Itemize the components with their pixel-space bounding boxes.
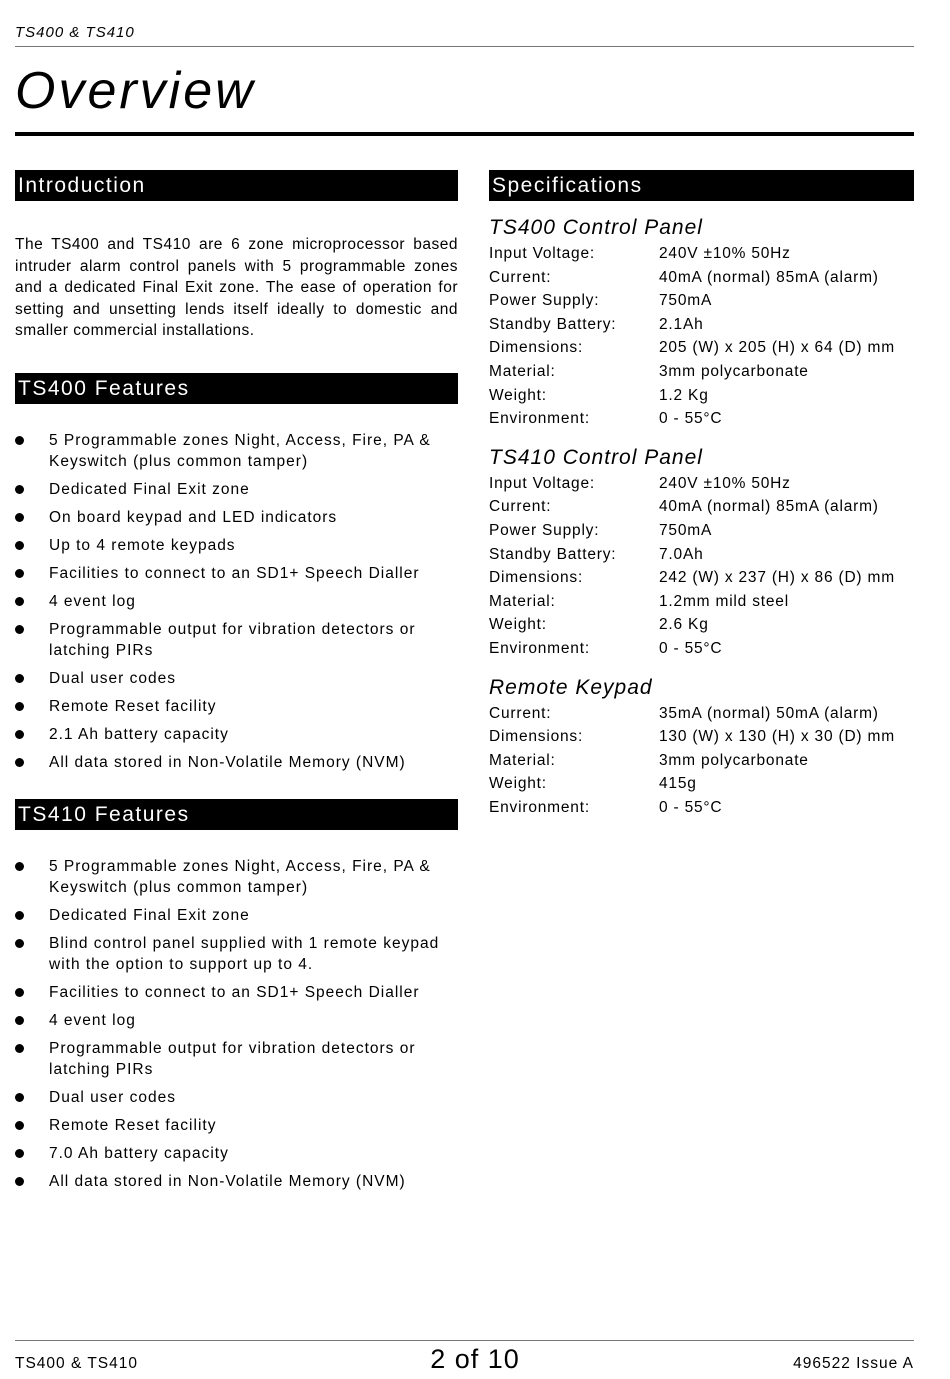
feature-item [15,1115,458,1136]
spec-row [489,637,914,661]
feature-item [15,724,458,745]
feature-text: All data stored in Non-Volatile Memory (NVM) [49,1172,406,1190]
spec-key: Weight: [489,775,547,793]
bullet-icon [15,541,24,550]
feature-item [15,563,458,584]
feature-item [15,752,458,773]
spec-row [489,590,914,614]
feature-text: Up to 4 remote keypads [49,536,236,554]
spec-row [489,266,914,290]
footer-doc-ref: TS400 & TS410 [15,1355,139,1372]
spec-row [489,543,914,567]
spec-value: 750mA [659,292,713,310]
ts400-features-heading: TS400 Features [15,373,458,404]
spec-key: Standby Battery: [489,545,617,563]
feature-text: Programmable output for vibration detectors or latching PIRs [49,1039,416,1078]
feature-item [15,535,458,556]
spec-row [489,519,914,543]
spec-key: Environment: [489,639,590,657]
feature-text: Remote Reset facility [49,697,217,715]
page-number: 2 of 10 [430,1344,520,1374]
spec-key: Dimensions: [489,339,584,357]
spec-value: 242 (W) x 237 (H) x 86 (D) mm [659,569,895,587]
feature-item [15,668,458,689]
spec-row [489,472,914,496]
spec-table [489,702,914,820]
spec-row [489,289,914,313]
spec-row [489,725,914,749]
spec-group-title: Remote Keypad [489,675,653,699]
feature-text: 5 Programmable zones Night, Access, Fire, PA & Keyswitch (plus common tamper) [49,431,431,470]
spec-value: 205 (W) x 205 (H) x 64 (D) mm [659,339,895,357]
bullet-icon [15,702,24,711]
spec-key: Input Voltage: [489,245,596,262]
bullet-icon [15,911,24,920]
ts410-features-heading: TS410 Features [15,799,458,830]
spec-key: Material: [489,751,556,769]
page-title: Overview [15,62,256,120]
spec-value: 750mA [659,521,713,539]
bullet-icon [15,625,24,634]
feature-text: Facilities to connect to an SD1+ Speech Dialler [49,983,420,1001]
spec-row [489,313,914,337]
spec-value: 240V ±10% 50Hz [659,245,791,262]
bullet-icon [15,513,24,522]
bullet-icon [15,436,24,445]
spec-value: 7.0Ah [659,545,704,563]
spec-key: Power Supply: [489,521,600,539]
feature-text: 7.0 Ah battery capacity [49,1144,229,1162]
bullet-icon [15,1177,24,1186]
bullet-icon [15,1016,24,1025]
spec-table [489,242,914,431]
feature-item [15,591,458,612]
specifications-heading: Specifications [489,170,914,201]
feature-item [15,696,458,717]
spec-value: 0 - 55°C [659,410,723,428]
bullet-icon [15,569,24,578]
spec-key: Weight: [489,616,547,634]
feature-item [15,430,458,472]
bullet-icon [15,597,24,606]
spec-key: Input Voltage: [489,474,596,492]
spec-key: Current: [489,704,552,722]
feature-text: Blind control panel supplied with 1 remote keypad with the option to support up to 4. [49,934,440,973]
header-doc-ref: TS400 & TS410 [15,24,135,41]
spec-row [489,336,914,360]
spec-value: 1.2 Kg [659,386,709,404]
spec-value: 130 (W) x 130 (H) x 30 (D) mm [659,728,895,746]
bullet-icon [15,939,24,948]
spec-key: Material: [489,592,556,610]
spec-value: 40mA (normal) 85mA (alarm) [659,268,879,286]
feature-text: On board keypad and LED indicators [49,508,338,526]
spec-value: 35mA (normal) 50mA (alarm) [659,704,879,722]
feature-text: Dual user codes [49,669,177,687]
spec-key: Environment: [489,410,590,428]
spec-value: 3mm polycarbonate [659,362,809,380]
spec-value: 1.2mm mild steel [659,592,789,610]
feature-item [15,619,458,661]
left-column [15,170,458,1218]
spec-group-title: TS400 Control Panel [489,216,703,239]
spec-value: 3mm polycarbonate [659,751,809,769]
bullet-icon [15,730,24,739]
feature-text: Dual user codes [49,1088,177,1106]
feature-text: 2.1 Ah battery capacity [49,725,229,743]
right-column [489,170,914,819]
feature-text: All data stored in Non-Volatile Memory (NVM) [49,753,406,771]
introduction-heading: Introduction [15,170,458,201]
feature-item [15,1171,458,1192]
spec-row [489,407,914,431]
feature-item [15,905,458,926]
spec-row [489,796,914,820]
spec-value: 2.1Ah [659,315,704,333]
feature-item [15,856,458,898]
header-divider [15,46,914,47]
spec-value: 240V ±10% 50Hz [659,474,791,492]
feature-text: 4 event log [49,592,136,610]
feature-text: Dedicated Final Exit zone [49,480,250,498]
spec-key: Current: [489,498,552,516]
spec-value: 0 - 55°C [659,798,723,816]
bullet-icon [15,1044,24,1053]
footer-issue: 496522 Issue A [793,1355,914,1372]
feature-item [15,1143,458,1164]
spec-value: 2.6 Kg [659,616,709,634]
feature-text: 5 Programmable zones Night, Access, Fire, PA & Keyswitch (plus common tamper) [49,857,431,896]
bullet-icon [15,674,24,683]
spec-row [489,566,914,590]
spec-group-title: TS410 Control Panel [489,445,703,469]
bullet-icon [15,485,24,494]
footer-divider [15,1340,914,1341]
bullet-icon [15,1093,24,1102]
spec-key: Dimensions: [489,728,584,746]
spec-value: 40mA (normal) 85mA (alarm) [659,498,879,516]
bullet-icon [15,1149,24,1158]
feature-text: 4 event log [49,1011,136,1029]
feature-item [15,933,458,975]
bullet-icon [15,862,24,871]
feature-item [15,1010,458,1031]
spec-row [489,384,914,408]
feature-text: Remote Reset facility [49,1116,217,1134]
feature-text: Facilities to connect to an SD1+ Speech Dialler [49,564,420,582]
bullet-icon [15,988,24,997]
spec-key: Material: [489,362,556,380]
spec-row [489,772,914,796]
spec-key: Weight: [489,386,547,404]
feature-item [15,1087,458,1108]
spec-key: Power Supply: [489,292,600,310]
feature-item [15,507,458,528]
spec-value: 415g [659,775,697,793]
feature-text: Dedicated Final Exit zone [49,906,250,924]
introduction-text: The TS400 and TS410 are 6 zone microprocessor based intruder alarm control panels with 5 programmable zones and a dedicated Final Exit zone. The ease of operation for setting and unsetting lends itself ideally to domestic and smaller commercial installations. [15,236,458,339]
spec-key: Environment: [489,798,590,816]
ts410-features-list [15,856,458,1192]
spec-row [489,242,914,266]
ts400-features-list [15,430,458,773]
spec-value: 0 - 55°C [659,639,723,657]
spec-key: Standby Battery: [489,315,617,333]
spec-row [489,702,914,726]
bullet-icon [15,758,24,767]
spec-row [489,749,914,773]
feature-item [15,1038,458,1080]
feature-text: Programmable output for vibration detectors or latching PIRs [49,620,416,659]
feature-item [15,479,458,500]
spec-row [489,360,914,384]
spec-key: Current: [489,268,552,286]
spec-key: Dimensions: [489,569,584,587]
feature-item [15,982,458,1003]
spec-table [489,472,914,661]
bullet-icon [15,1121,24,1130]
spec-row [489,495,914,519]
specification-groups [489,214,914,819]
title-divider [15,132,914,136]
spec-row [489,613,914,637]
